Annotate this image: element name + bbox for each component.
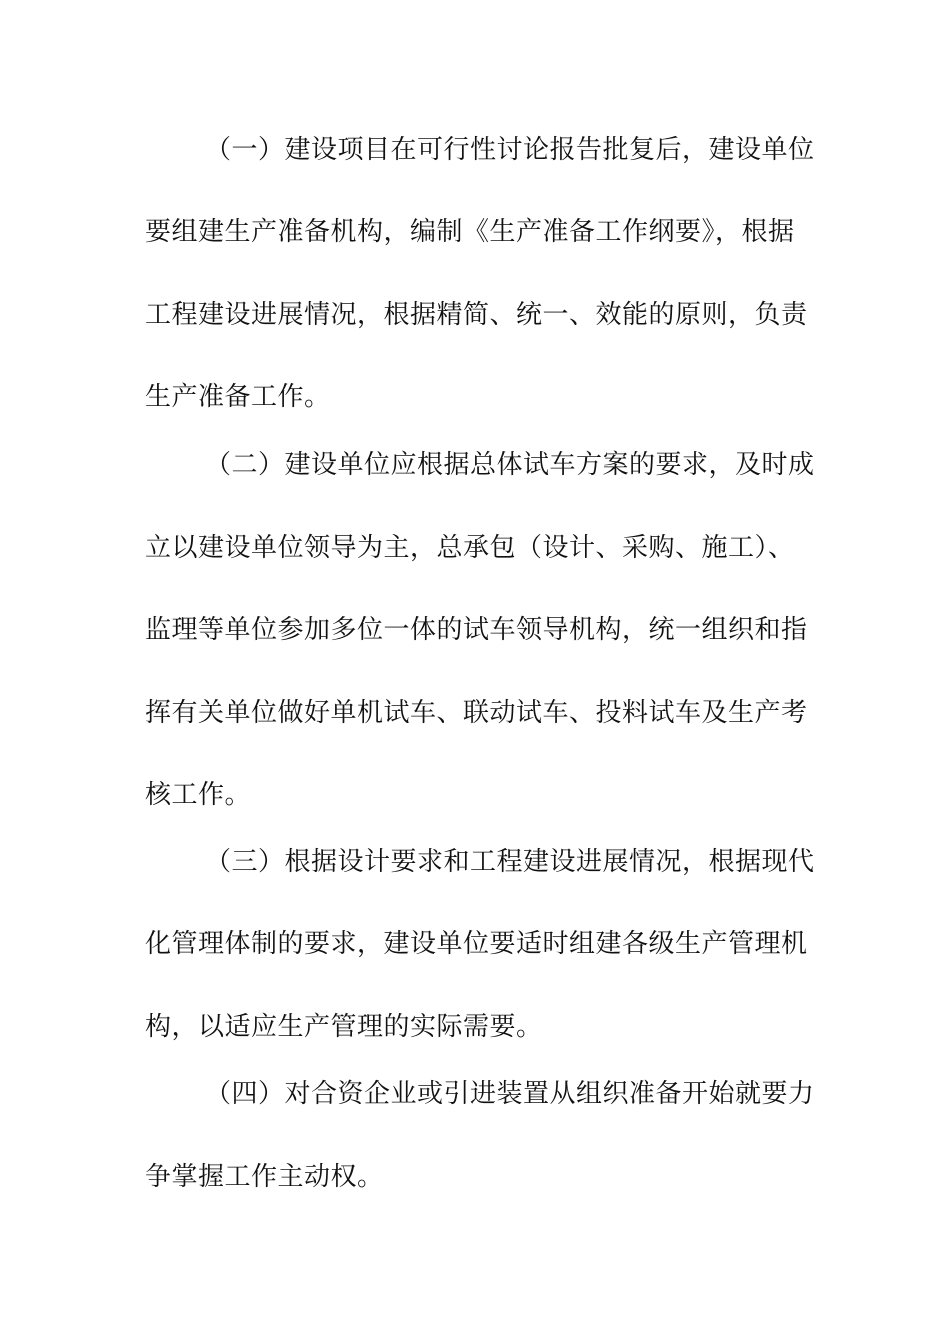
paragraph-line: 核工作。 [145, 780, 252, 810]
paragraph-line: （三）根据设计要求和工程建设进展情况，根据现代 [205, 847, 815, 877]
paragraph-line: 生产准备工作。 [145, 382, 331, 412]
paragraph-line: （四）对合资企业或引进装置从组织准备开始就要力 [205, 1079, 815, 1109]
paragraph-line: 监理等单位参加多位一体的试车领导机构，统一组织和指 [145, 615, 808, 645]
paragraph-line: 化管理体制的要求，建设单位要适时组建各级生产管理机 [145, 929, 808, 959]
paragraph-line: （二）建设单位应根据总体试车方案的要求，及时成 [205, 450, 815, 480]
paragraph-line: 争掌握工作主动权。 [145, 1162, 384, 1192]
paragraph-line: 立以建设单位领导为主，总承包（设计、采购、施工）、 [145, 533, 795, 563]
paragraph-line: 构，以适应生产管理的实际需要。 [145, 1012, 543, 1042]
paragraph-line: 挥有关单位做好单机试车、联动试车、投料试车及生产考 [145, 698, 808, 728]
paragraph-line: 要组建生产准备机构，编制《生产准备工作纲要》，根据 [145, 217, 795, 247]
paragraph-line: （一）建设项目在可行性讨论报告批复后，建设单位 [205, 135, 815, 165]
paragraph-line: 工程建设进展情况，根据精简、统一、效能的原则，负责 [145, 300, 808, 330]
